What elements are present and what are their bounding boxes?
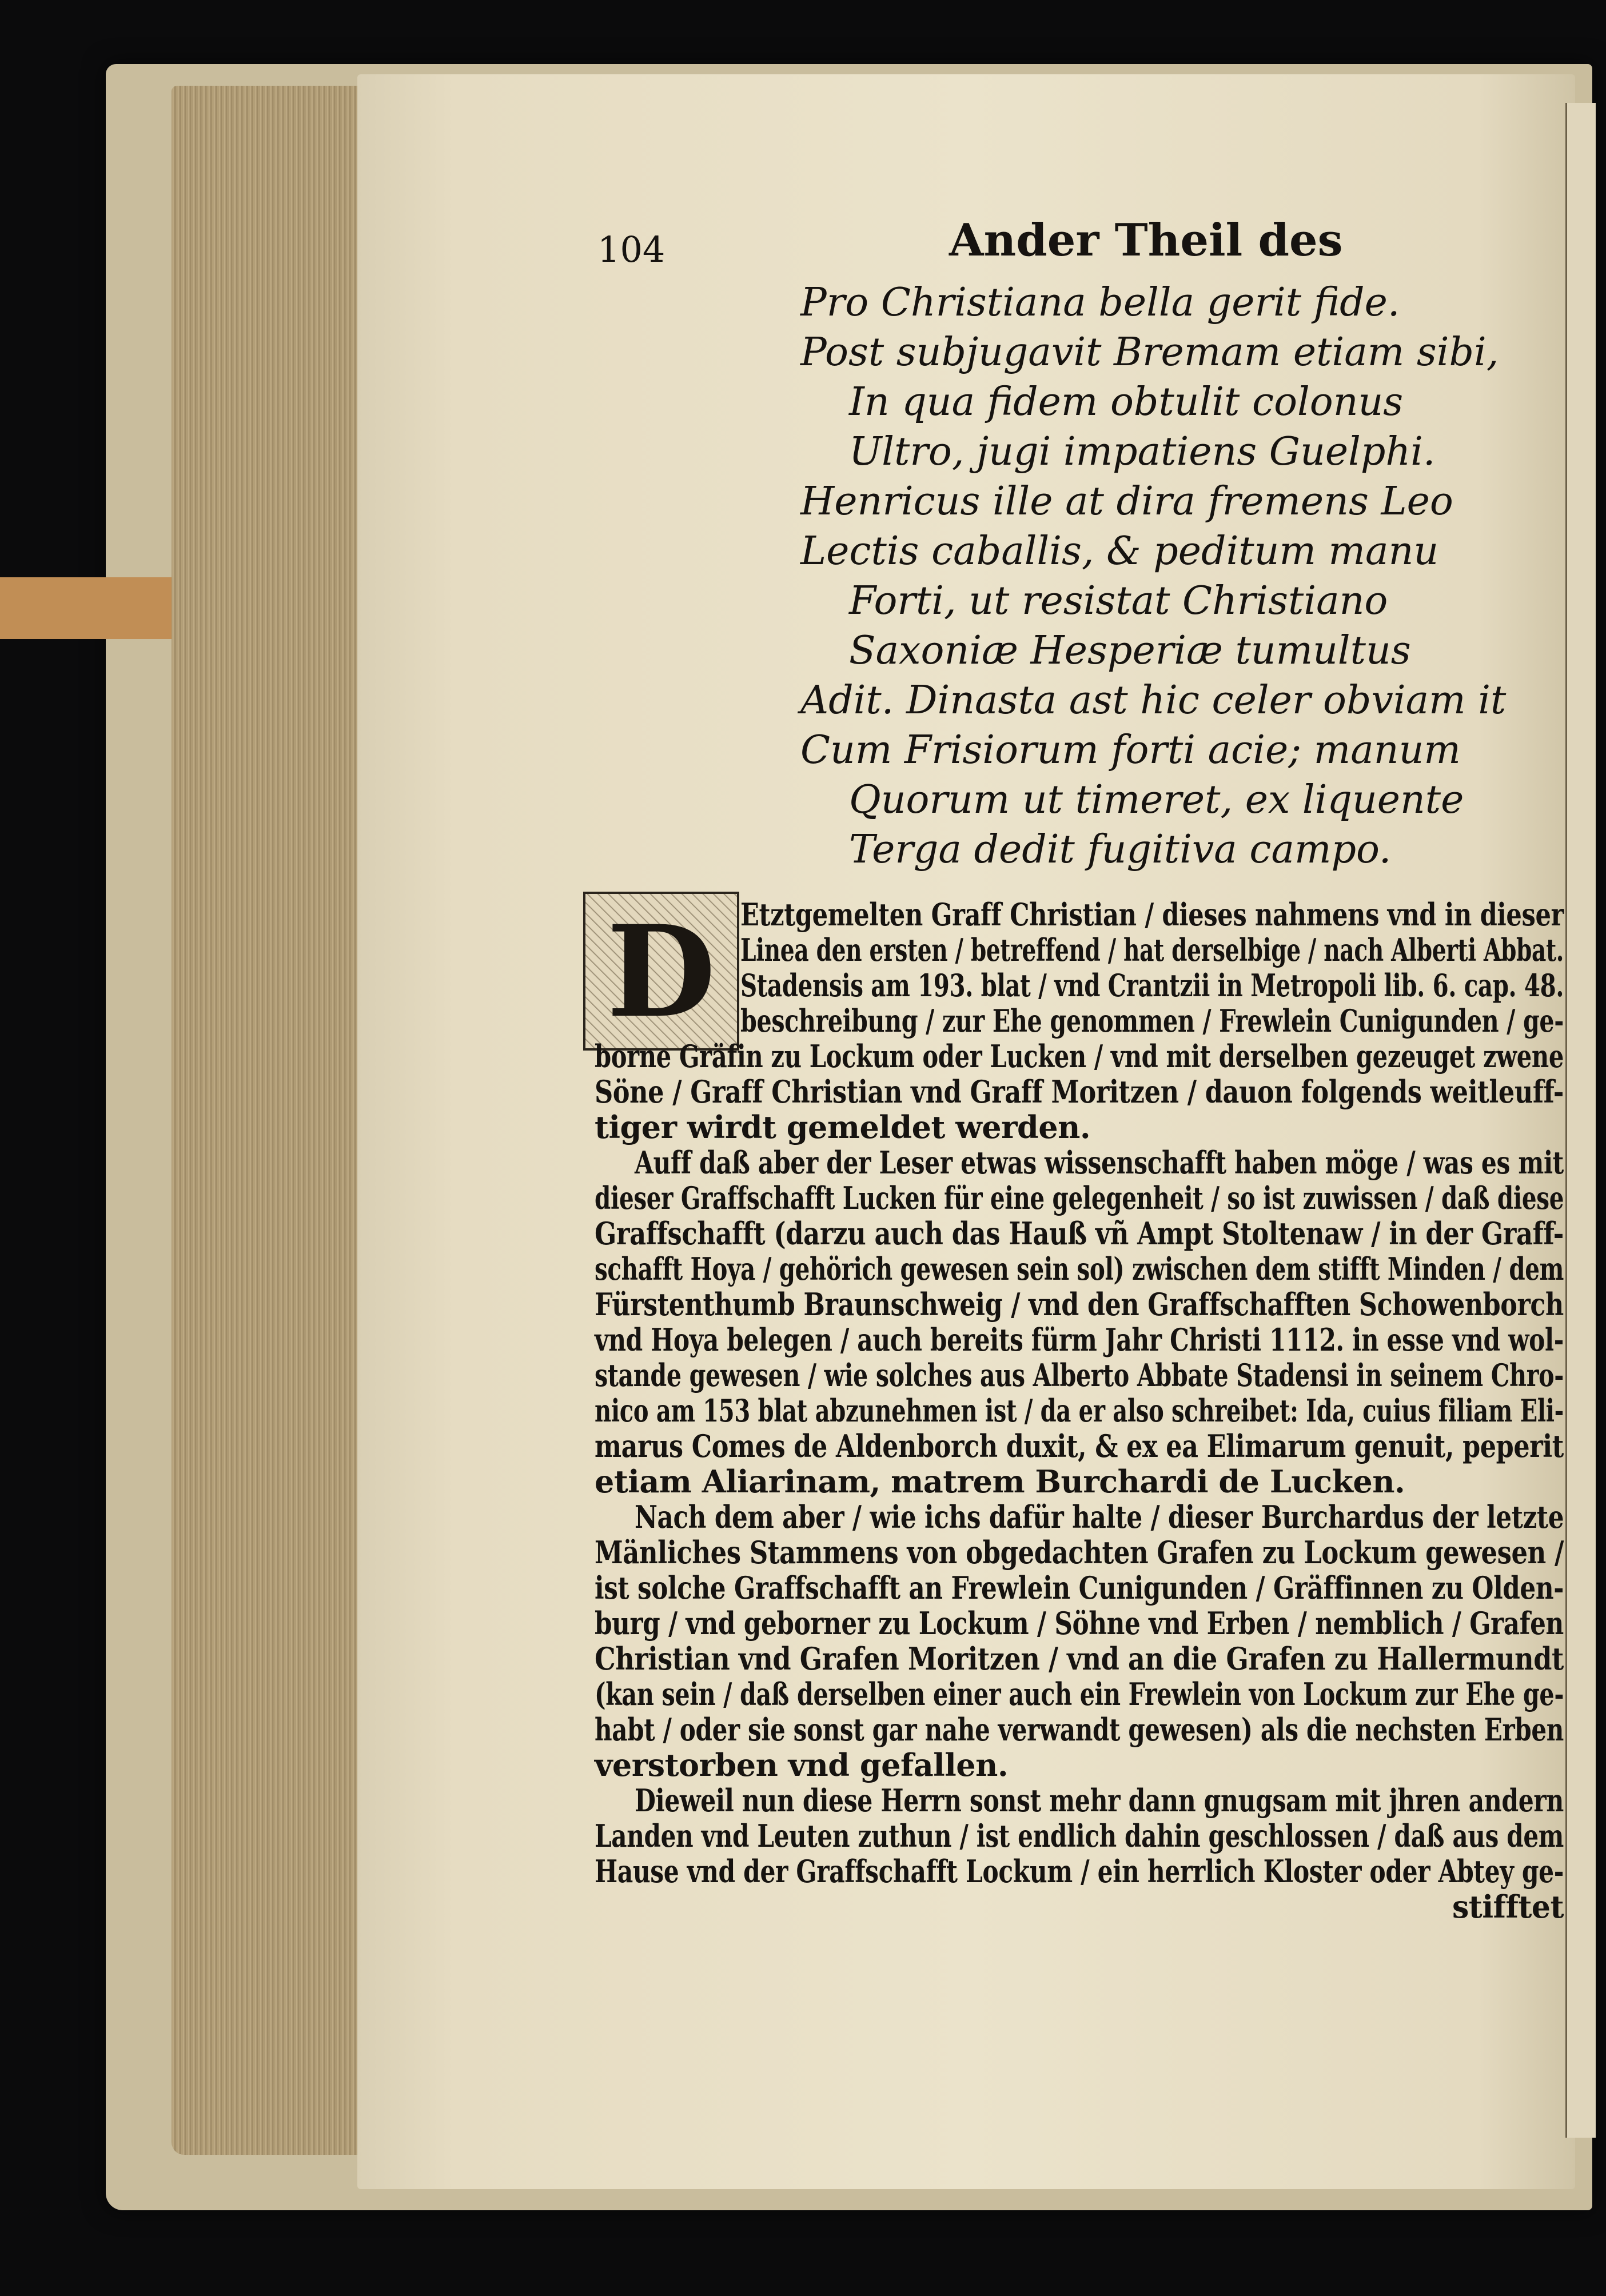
prose-line: stande gewesen / wie solches aus Alberto Abbate Stadensi in seinem Chro- bbox=[595, 1357, 1564, 1393]
verse-line: Ultro, jugi impatiens Guelphi. bbox=[849, 429, 1436, 474]
prose-line: Dieweil nun diese Herrn sonst mehr dann gnugsam mit jhren andern bbox=[635, 1782, 1564, 1819]
page-number: 104 bbox=[597, 229, 665, 270]
bookmark-ribbon bbox=[0, 577, 189, 639]
prose-line: Stadensis am 193. blat / vnd Crantzii in Metropoli lib. 6. cap. 48. bbox=[740, 967, 1564, 1004]
prose-line: (kan sein / daß derselben einer auch ein Frewlein von Lockum zur Ehe ge- bbox=[595, 1676, 1564, 1712]
decorated-initial: D bbox=[583, 892, 739, 1051]
prose-line: ist solche Graffschafft an Frewlein Cunigunden / Gräffinnen zu Olden- bbox=[595, 1570, 1564, 1606]
verse-line: In qua fidem obtulit colonus bbox=[849, 380, 1404, 425]
page-edges bbox=[172, 86, 377, 2155]
running-head: Ander Theil des bbox=[949, 214, 1343, 266]
verse-line: Adit. Dinasta ast hic celer obviam it bbox=[800, 678, 1507, 723]
prose-line: Fürstenthumb Braunschweig / vnd den Graffschafften Schowenborch bbox=[595, 1286, 1564, 1323]
prose-line: Christian vnd Grafen Moritzen / vnd an die Grafen zu Hallermundt bbox=[595, 1640, 1564, 1677]
prose-line: nico am 153 blat abzunehmen ist / da er also schreibet: Ida, cuius filiam Eli- bbox=[595, 1392, 1564, 1429]
prose-line: burg / vnd geborner zu Lockum / Söhne vnd Erben / nemblich / Grafen bbox=[595, 1605, 1564, 1642]
prose-line: dieser Graffschafft Lucken für eine gelegenheit / so ist zuwissen / daß diese bbox=[595, 1180, 1564, 1216]
prose-line: tiger wirdt gemeldet werden. bbox=[595, 1109, 1091, 1145]
prose-line: borne Gräfin zu Lockum oder Lucken / vnd mit derselben gezeuget zwene bbox=[595, 1038, 1564, 1075]
prose-line: Nach dem aber / wie ichs dafür halte / dieser Burchardus der letzte bbox=[635, 1499, 1564, 1535]
verse-line: Lectis caballis, & peditum manu bbox=[800, 529, 1439, 574]
prose-line: beschreibung / zur Ehe genommen / Frewlein Cunigunden / ge- bbox=[740, 1003, 1564, 1039]
prose-line: Graffschafft (darzu auch das Hauß vñ Ampt Stoltenaw / in der Graff- bbox=[595, 1215, 1564, 1252]
prose-line: vnd Hoya belegen / auch bereits fürm Jahr Christi 1112. in esse vnd wol- bbox=[595, 1321, 1564, 1358]
prose-line: Landen vnd Leuten zuthun / ist endlich dahin geschlossen / daß aus dem bbox=[595, 1818, 1564, 1854]
verse-line: Post subjugavit Bremam etiam sibi, bbox=[800, 330, 1499, 375]
verse-line: Cum Frisiorum forti acie; manum bbox=[800, 728, 1461, 773]
prose-line: marus Comes de Aldenborch duxit, & ex ea Elimarum genuit, peperit bbox=[595, 1428, 1564, 1464]
verse-line: Terga dedit fugitiva campo. bbox=[849, 827, 1392, 872]
verse-line: Quorum ut timeret, ex liquente bbox=[849, 777, 1464, 822]
prose-line: Etztgemelten Graff Christian / dieses nahmens vnd in dieser bbox=[740, 896, 1564, 933]
prose-line: habt / oder sie sonst gar nahe verwandt gewesen) als die nechsten Erben bbox=[595, 1711, 1564, 1748]
prose-line: Auff daß aber der Leser etwas wissenschafft haben möge / was es mit bbox=[635, 1144, 1564, 1181]
verse-line: Henricus ille at dira fremens Leo bbox=[800, 479, 1453, 524]
prose-line: verstorben vnd gefallen. bbox=[595, 1747, 1009, 1783]
prose-line: Söne / Graff Christian vnd Graff Moritzen / dauon folgends weitleuff- bbox=[595, 1073, 1564, 1110]
facing-page-edge bbox=[1565, 103, 1596, 2138]
prose-line: Hause vnd der Graffschafft Lockum / ein herrlich Kloster oder Abtey ge- bbox=[595, 1853, 1564, 1890]
catchword: stifftet bbox=[1452, 1888, 1564, 1925]
verse-line: Forti, ut resistat Christiano bbox=[849, 578, 1388, 624]
verse-line: Saxoniæ Hesperiæ tumultus bbox=[849, 628, 1411, 673]
verse-line: Pro Christiana bella gerit fide. bbox=[800, 280, 1400, 325]
prose-line: schafft Hoya / gehörich gewesen sein sol) zwischen dem stifft Minden / dem bbox=[595, 1251, 1564, 1287]
prose-line: etiam Aliarinam, matrem Burchardi de Lucken. bbox=[595, 1463, 1405, 1500]
prose-line: Linea den ersten / betreffend / hat derselbige / nach Alberti Abbat. bbox=[740, 932, 1564, 968]
prose-line: Mänliches Stammens von obgedachten Grafen zu Lockum gewesen / bbox=[595, 1534, 1564, 1571]
